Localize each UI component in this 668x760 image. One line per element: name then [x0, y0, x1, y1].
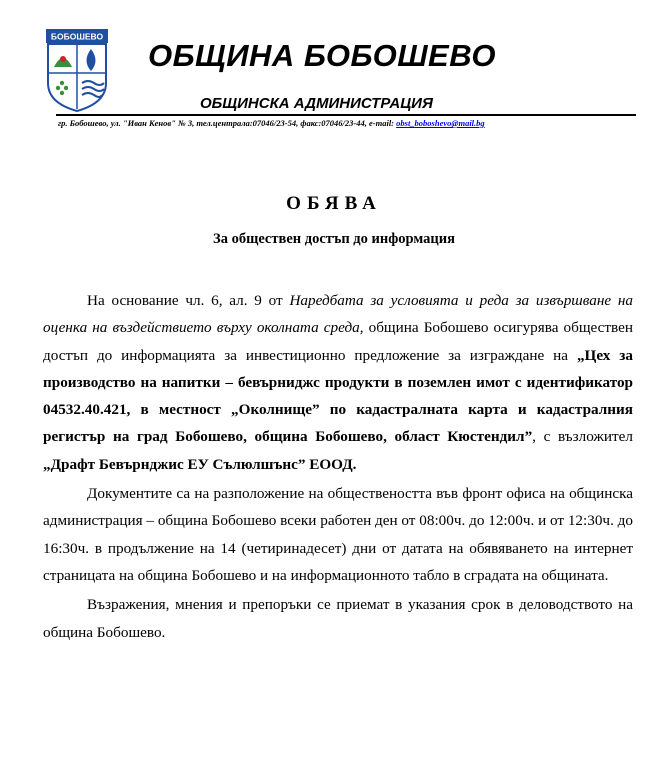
letterhead	[40, 22, 632, 142]
contact-details: гр. Бобошево, ул. "Иван Кенов" № 3, тел.централа:07046/23-54, факс:07046/23-44, e-mail:	[58, 118, 397, 128]
logo-lettering: БОБОШЕВО	[50, 31, 104, 42]
notice-subtitle: За обществен достъп до информация	[213, 231, 455, 247]
header-divider	[56, 114, 636, 116]
access-statement: община Бобошево осигурява обществен достъп до информацията за инвестиционно предложение за изграждане на	[43, 319, 633, 364]
paragraph-documents-availability: Документите са на разположение на обществеността във фронт офиса на общинска администрация – община Бобошево всеки работен ден от 08:00ч. до 12:00ч. и от 12:30ч. до 16:30ч. в продължение на 14 (четиринадесет) дни от датата на обявяването на интернет страницата на община Бобошево и на информационното табло в сградата на общината.	[43, 485, 633, 584]
contractor-intro: , с възложител	[532, 428, 633, 446]
municipality-name: ОБЩИНА БОБОШЕВО	[148, 38, 496, 73]
contact-line	[58, 118, 638, 128]
municipality-coat-of-arms	[44, 27, 110, 113]
regulation-title: Наредбата за условията и реда за извършване на оценка на въздействието върху околната среда,	[43, 292, 633, 337]
administration-name: ОБЩИНСКА АДМИНИСТРАЦИЯ	[200, 95, 433, 112]
email-link[interactable]: obst_boboshevo@mail.bg	[396, 118, 485, 128]
legal-basis-text: На основание чл. 6, ал. 9 от	[87, 292, 290, 309]
contractor-name: „Драфт Бевърнджис ЕУ Сълюлшънс” ЕООД.	[43, 455, 357, 473]
notice-body	[43, 287, 633, 646]
notice-title: ОБЯВА	[286, 193, 382, 214]
paragraph-legal-basis	[43, 287, 633, 478]
paragraph-objections: Възражения, мнения и препоръки се приемат в указания срок в деловодството на община Бобошево.	[43, 596, 633, 641]
investment-proposal-name: „Цех за производство на напитки – бевърниджс продукти в поземлен имот с идентификатор 04532.40.421, в местност „Околнище” по кадастралната карта и кадастралния регистър на град Бобошево, община Бобошево, област Кюстендил”	[43, 346, 633, 446]
